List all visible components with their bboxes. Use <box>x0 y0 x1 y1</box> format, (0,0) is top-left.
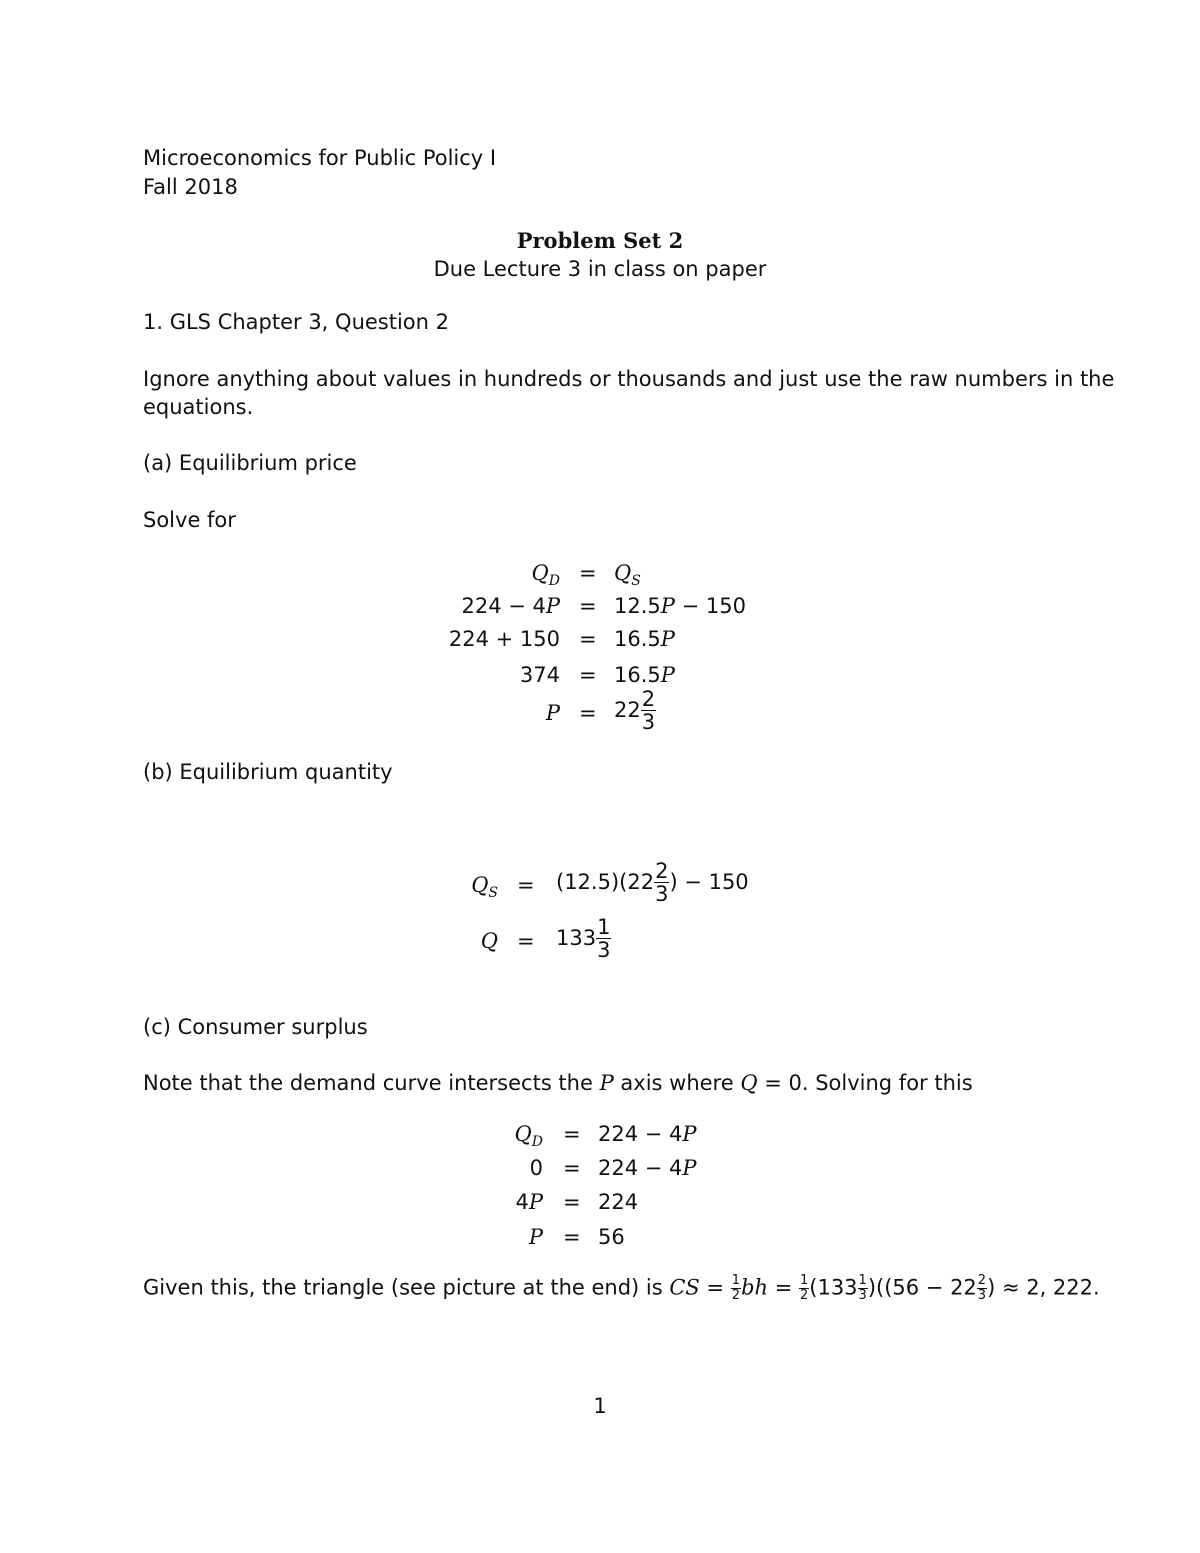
page-number: 1 <box>593 1394 607 1418</box>
eq-a5-left: P <box>545 701 560 725</box>
part-a-intro: Solve for <box>143 508 236 532</box>
page-subtitle: Due Lecture 3 in class on paper <box>433 257 767 281</box>
fraction-one-third: $\frac{1}{3}$ <box>597 915 611 963</box>
fraction-one-third: $\frac{1}{3}$ <box>858 1273 867 1303</box>
eq-a5-equals: = <box>579 701 597 725</box>
eq-a5-right: 22 $\frac{2}{3}$ <box>614 687 656 735</box>
part-c-conclusion: Given this, the triangle (see picture at the end) is CS = $\frac{1}{2}$ bh = $\frac{1}{2}$ (133 $\frac{1}{3}$ )((56 − 22 $\frac{2}{3}$ ) ≈ 2, 222. <box>143 1273 1100 1303</box>
eq-c3-equals: = <box>563 1190 581 1214</box>
part-b-heading: (b) Equilibrium quantity <box>143 760 393 784</box>
eq-c1-equals: = <box>563 1122 581 1146</box>
eq-a3-left: 224 + 150 <box>448 627 560 651</box>
eq-c4-equals: = <box>563 1225 581 1249</box>
eq-b1-equals: = <box>517 873 535 897</box>
eq-c2-right: 224 − 4P <box>598 1156 697 1180</box>
eq-b1-right: (12.5)(22 $\frac{2}{3}$ ) − 150 <box>556 859 749 907</box>
eq-b2-left: Q <box>480 929 498 953</box>
eq-b2-equals: = <box>517 929 535 953</box>
eq-a1-right: $Q_S$ <box>614 561 641 589</box>
eq-a2-right: 12.5P − 150 <box>614 594 746 618</box>
eq-a3-right: 16.5P <box>614 627 675 651</box>
page-title: Problem Set 2 <box>516 228 684 253</box>
fraction-one-half: $\frac{1}{2}$ <box>731 1273 741 1303</box>
fraction-one-half: $\frac{1}{2}$ <box>799 1273 809 1303</box>
eq-a4-right: 16.5P <box>614 663 675 687</box>
eq-c4-left: P <box>528 1225 543 1249</box>
eq-b1-left: $Q_S$ <box>471 873 498 901</box>
course-term: Fall 2018 <box>143 175 238 199</box>
eq-c1-right: 224 − 4P <box>598 1122 697 1146</box>
part-c-heading: (c) Consumer surplus <box>143 1015 368 1039</box>
eq-a3-equals: = <box>579 627 597 651</box>
eq-a2-left: 224 − 4P <box>461 594 560 618</box>
part-a-heading: (a) Equilibrium price <box>143 451 357 475</box>
fraction-two-thirds: $\frac{2}{3}$ <box>977 1273 987 1303</box>
eq-c2-left: 0 <box>529 1156 543 1180</box>
fraction-two-thirds: $\frac{2}{3}$ <box>655 859 669 907</box>
eq-a1-equals: = <box>579 561 597 585</box>
eq-b2-right: 133 $\frac{1}{3}$ <box>556 915 611 963</box>
eq-a4-left: 374 <box>519 663 560 687</box>
part-c-note: Note that the demand curve intersects the P axis where Q = 0. Solving for this <box>143 1071 973 1095</box>
eq-a2-equals: = <box>579 594 597 618</box>
instructions-line-1: Ignore anything about values in hundreds or thousands and just use the raw numbers in the <box>143 367 1115 391</box>
question-heading: 1. GLS Chapter 3, Question 2 <box>143 310 449 334</box>
eq-a1-left: $Q_D$ <box>531 561 560 589</box>
eq-c3-right: 224 <box>598 1190 639 1214</box>
instructions-line-2: equations. <box>143 395 254 419</box>
course-name: Microeconomics for Public Policy I <box>143 146 497 170</box>
eq-c2-equals: = <box>563 1156 581 1180</box>
eq-a4-equals: = <box>579 663 597 687</box>
eq-c4-right: 56 <box>598 1225 625 1249</box>
eq-c1-left: $Q_D$ <box>514 1122 543 1150</box>
eq-c3-left: 4P <box>515 1190 543 1214</box>
fraction-two-thirds: $\frac{2}{3}$ <box>641 687 656 735</box>
